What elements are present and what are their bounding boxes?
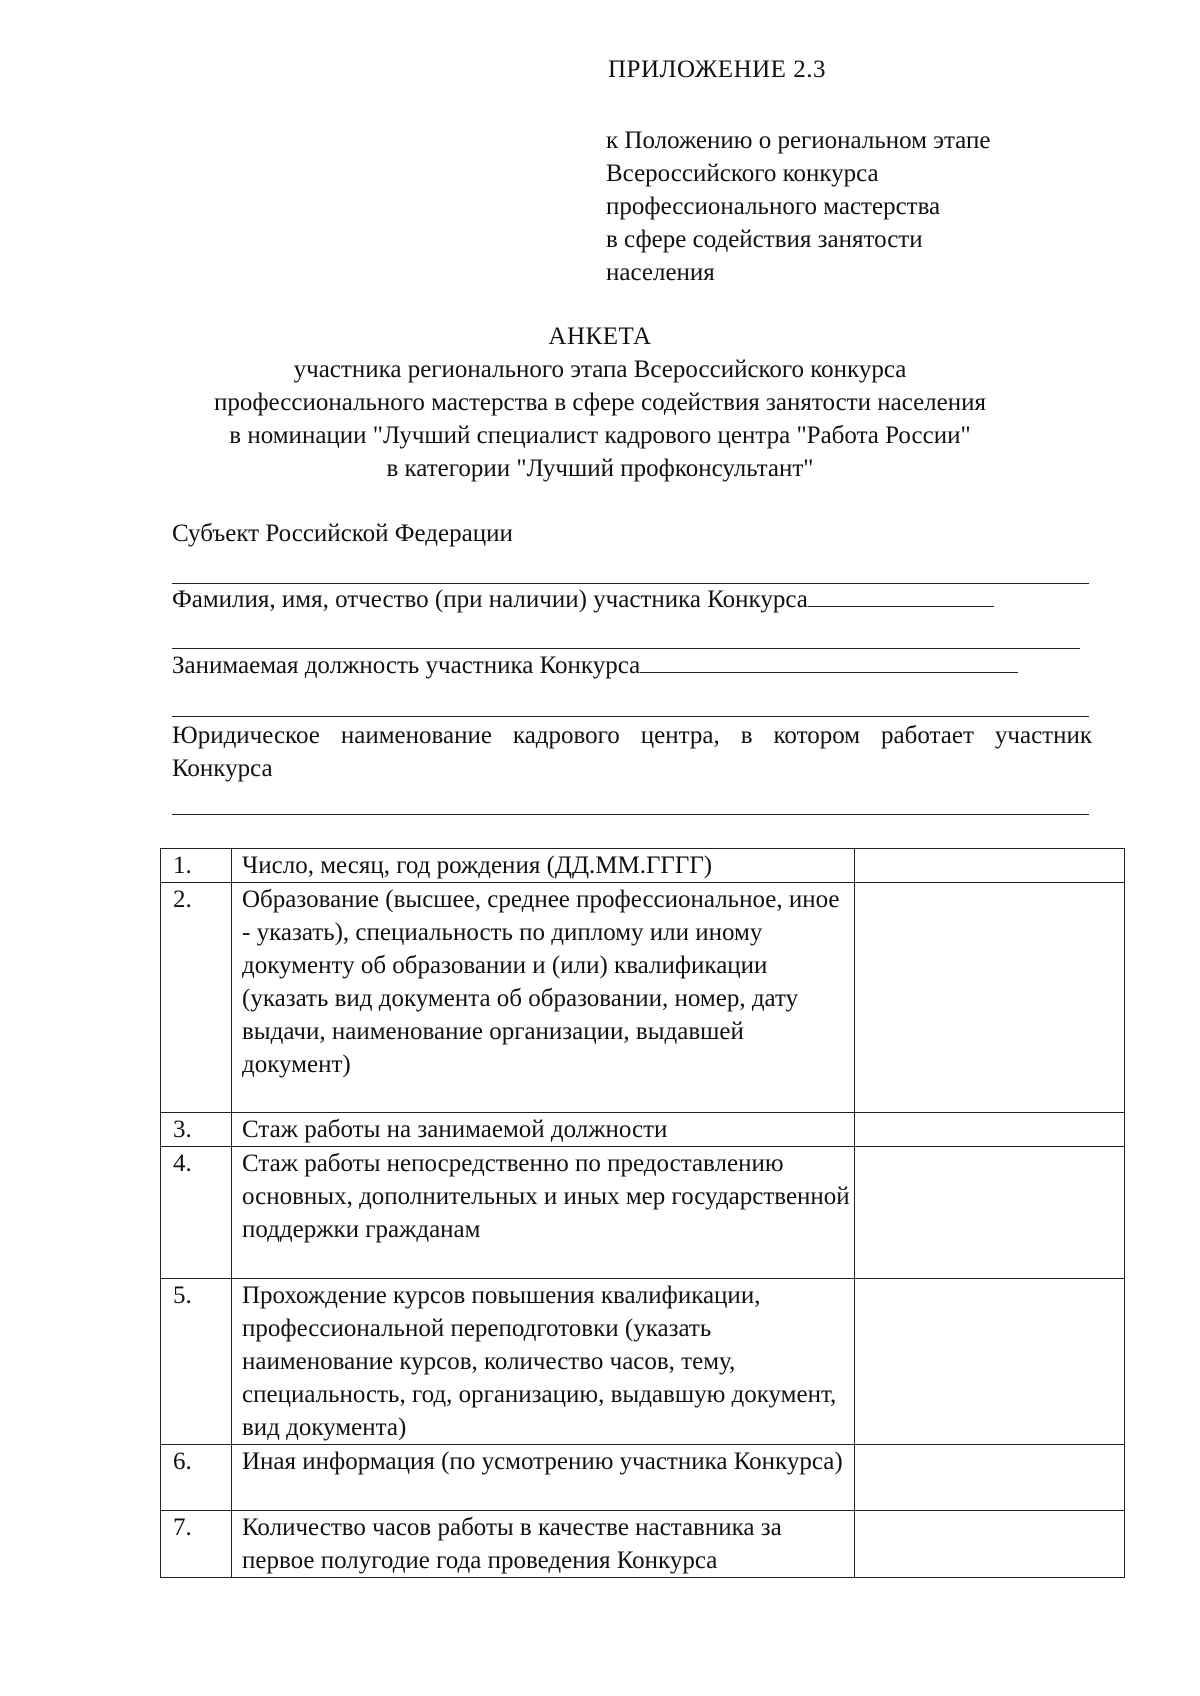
appendix-title: ПРИЛОЖЕНИЕ 2.3 xyxy=(608,56,826,83)
row-label: Стаж работы на занимаемой должности xyxy=(232,1113,855,1147)
row-number: 1. xyxy=(161,849,232,883)
fio-field-inline-line[interactable] xyxy=(808,584,994,607)
row-value-cell[interactable] xyxy=(855,1279,1125,1445)
position-field-inline-line[interactable] xyxy=(640,650,1018,673)
fio-field xyxy=(172,584,1092,616)
reference-line: профессионального мастерства xyxy=(606,193,941,220)
table-row xyxy=(161,849,1125,883)
table-row xyxy=(161,1147,1125,1279)
row-number: 5. xyxy=(161,1279,232,1445)
form-heading xyxy=(0,320,1200,485)
position-field-label: Занимаемая должность участника Конкурса xyxy=(172,652,641,679)
row-label: Иная информация (по усмотрению участника Конкурса) xyxy=(232,1445,855,1511)
questionnaire-table xyxy=(160,848,1125,1578)
form-subtitle-line: в номинации "Лучший специалист кадрового центра "Работа России" xyxy=(229,422,971,449)
row-number: 6. xyxy=(161,1445,232,1511)
row-value-cell[interactable] xyxy=(855,1445,1125,1511)
row-label: Прохождение курсов повышения квалификации, профессиональной переподготовки (указать наименование курсов, количество часов, тему, специальность, год, организацию, выдавшую документ, вид документа) xyxy=(232,1279,855,1445)
form-subtitle-line: профессионального мастерства в сфере содействия занятости населения xyxy=(213,389,987,416)
row-number: 7. xyxy=(161,1511,232,1578)
row-label: Количество часов работы в качестве наставника за первое полугодие года проведения Конкурса xyxy=(232,1511,855,1578)
table-row xyxy=(161,1445,1125,1511)
form-subtitle-line: участника регионального этапа Всероссийского конкурса xyxy=(293,356,907,383)
org-field-line[interactable] xyxy=(172,814,1089,815)
reference-line: Всероссийского конкурса xyxy=(606,160,879,187)
position-field xyxy=(172,650,1092,682)
position-field-line[interactable] xyxy=(172,716,1089,717)
row-number: 2. xyxy=(161,883,232,1113)
row-value-cell[interactable] xyxy=(855,849,1125,883)
reference-line: в сфере содействия занятости xyxy=(606,226,923,253)
row-value-cell[interactable] xyxy=(855,1113,1125,1147)
subject-field-label: Субъект Российской Федерации xyxy=(172,520,513,547)
fio-field-label: Фамилия, имя, отчество (при наличии) участника Конкурса xyxy=(172,586,808,613)
table-row xyxy=(161,883,1125,1113)
reference-line: населения xyxy=(606,259,715,286)
table-row xyxy=(161,1279,1125,1445)
row-value-cell[interactable] xyxy=(855,883,1125,1113)
row-value-cell[interactable] xyxy=(855,1147,1125,1279)
org-field-label: Юридическое наименование кадрового центра, в котором работает участник Конкурса xyxy=(172,722,1092,782)
row-label: Число, месяц, год рождения (ДД.ММ.ГГГГ) xyxy=(232,849,855,883)
row-value-cell[interactable] xyxy=(855,1511,1125,1578)
row-number: 4. xyxy=(161,1147,232,1279)
form-title: АНКЕТА xyxy=(548,323,652,350)
row-label: Стаж работы непосредственно по предоставлению основных, дополнительных и иных мер государственной поддержки гражданам xyxy=(232,1147,855,1279)
fio-field-line[interactable] xyxy=(172,648,1080,649)
table-row xyxy=(161,1113,1125,1147)
form-subtitle-line: в категории "Лучший профконсультант" xyxy=(386,455,814,482)
row-label: Образование (высшее, среднее профессиональное, иное - указать), специальность по диплому или иному документу об образовании и (или) квалификации (указать вид документа об образовании, номер, дату выдачи, наименование организации, выдавшей документ) xyxy=(232,883,855,1113)
appendix-reference xyxy=(606,124,1126,289)
table-row xyxy=(161,1511,1125,1578)
reference-line: к Положению о региональном этапе xyxy=(606,127,991,154)
row-number: 3. xyxy=(161,1113,232,1147)
